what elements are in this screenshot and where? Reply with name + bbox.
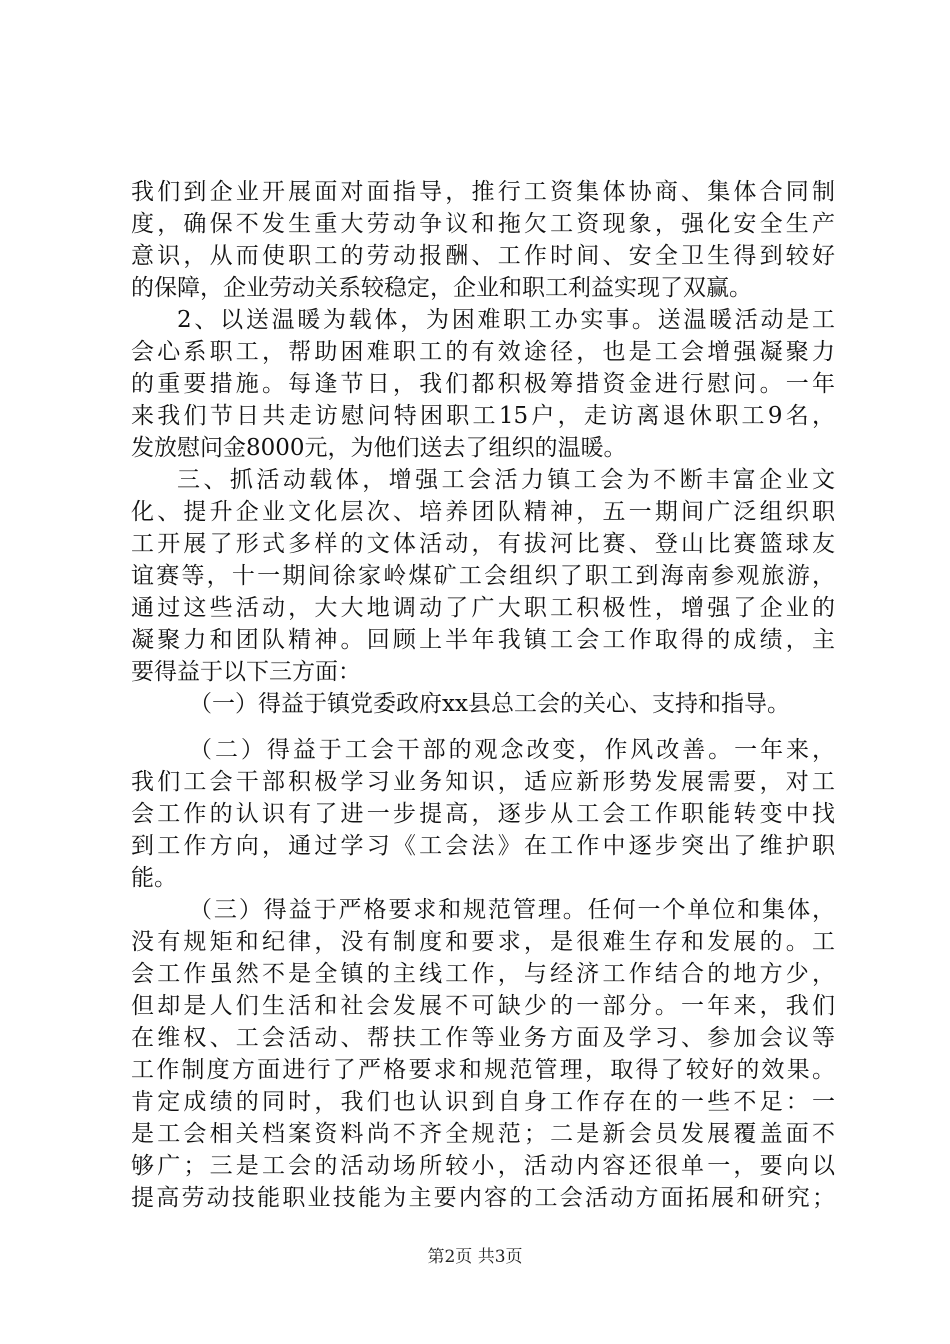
text-line: 在维权、工会活动、帮扶工作等业务方面及学习、参加会议等 [131,1025,835,1051]
text-line: 通过这些活动，大大地调动了广大职工积极性，增强了企业的 [131,595,835,621]
text-line: 提高劳动技能职业技能为主要内容的工会活动方面拓展和研究； [131,1185,835,1211]
text-line: 够广；三是工会的活动场所较小，活动内容还很单一，要向以 [131,1153,835,1179]
text-line: 化、提升企业文化层次、培养团队精神，五一期间广泛组织职 [131,499,835,525]
text-line: 是工会相关档案资料尚不齐全规范；二是新会员发展覆盖面不 [131,1121,835,1147]
text-line: （二）得益于工会干部的观念改变，作风改善。一年来， [189,737,835,763]
text-line: 度，确保不发生重大劳动争议和拖欠工资现象，强化安全生产 [131,211,835,237]
text-line: 到工作方向，通过学习《工会法》在工作中逐步突出了维护职 [131,833,835,859]
text-line: （三）得益于严格要求和规范管理。任何一个单位和集体， [189,897,835,923]
text-line: 肯定成绩的同时，我们也认识到自身工作存在的一些不足：一 [131,1089,835,1115]
text-line: （一）得益于镇党委政府xx县总工会的关心、支持和指导。 [189,691,790,717]
page-number: 第2页 共3页 [427,1247,523,1267]
text-line: 会心系职工，帮助困难职工的有效途径，也是工会增强凝聚力 [131,339,835,365]
text-line: 会工作的认识有了进一步提高，逐步从工会工作职能转变中找 [131,801,835,827]
text-line: 来我们节日共走访慰问特困职工15户，走访离退休职工9名， [131,403,835,429]
text-line: 凝聚力和团队精神。回顾上半年我镇工会工作取得的成绩，主 [131,627,835,653]
text-line: 工作制度方面进行了严格要求和规范管理，取得了较好的效果。 [131,1057,835,1083]
paragraph-gap [131,720,835,734]
text-line: 工开展了形式多样的文体活动，有拔河比赛、登山比赛篮球友 [131,531,835,557]
text-line: 能。 [131,865,177,891]
text-line: 会工作虽然不是全镇的主线工作，与经济工作结合的地方少， [131,961,835,987]
text-line: 的保障，企业劳动关系较稳定，企业和职工利益实现了双赢。 [131,275,752,301]
text-line: 谊赛等，十一期间徐家岭煤矿工会组织了职工到海南参观旅游， [131,563,835,589]
text-line: 但却是人们生活和社会发展不可缺少的一部分。一年来，我们 [131,993,835,1019]
text-line: 2、以送温暖为载体，为困难职工办实事。送温暖活动是工 [177,307,835,333]
text-line: 三、抓活动载体，增强工会活力镇工会为不断丰富企业文 [177,467,835,493]
text-line: 的重要措施。每逢节日，我们都积极筹措资金进行慰问。一年 [131,371,835,397]
page-footer [0,1242,950,1267]
text-line: 没有规矩和纪律，没有制度和要求，是很难生存和发展的。工 [131,929,835,955]
text-line: 发放慰问金8000元，为他们送去了组织的温暖。 [131,435,627,461]
text-line: 意识，从而使职工的劳动报酬、工作时间、安全卫生得到较好 [131,243,835,269]
text-line: 我们到企业开展面对面指导，推行工资集体协商、集体合同制 [131,179,835,205]
text-line: 要得益于以下三方面： [131,659,361,685]
text-line: 我们工会干部积极学习业务知识，适应新形势发展需要，对工 [131,769,835,795]
document-body [131,176,835,1214]
